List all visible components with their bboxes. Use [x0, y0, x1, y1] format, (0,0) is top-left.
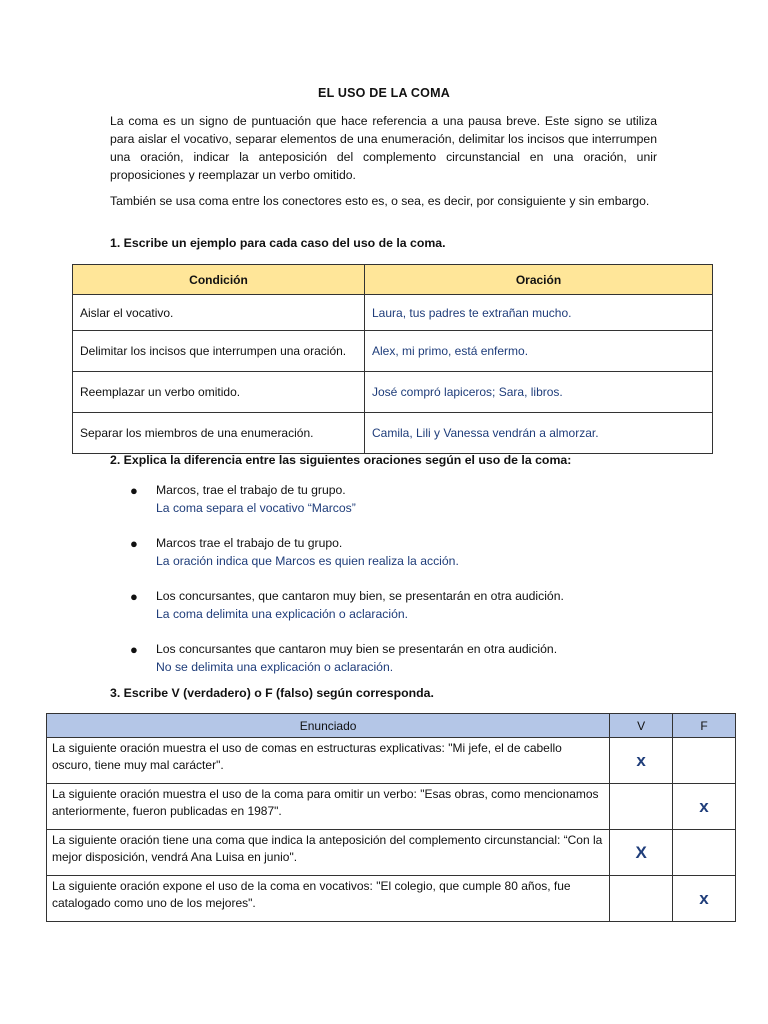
table-row	[47, 784, 736, 830]
list-item	[130, 482, 690, 535]
question-3-prompt: 3. Escribe V (verdadero) o F (falso) según corresponda.	[110, 686, 434, 700]
answer-text: No se delimita una explicación o aclaración.	[156, 659, 394, 674]
table-row	[47, 876, 736, 922]
bullet-icon: ●	[130, 536, 138, 551]
statement-cell: La siguiente oración muestra el uso de la coma para omitir un verbo: "Esas obras, como mencionamos anteriormente, fueron publicadas en 1987".	[47, 784, 610, 830]
condition-cell: Reemplazar un verbo omitido.	[73, 372, 365, 413]
intro-paragraph-2: También se usa coma entre los conectores esto es, o sea, es decir, por consiguiente y sin embargo.	[110, 194, 650, 208]
true-false-table	[46, 713, 736, 922]
statement-cell: La siguiente oración tiene una coma que indica la anteposición del complemento circunstancial: “Con la mejor disposición, vendrá Ana Luisa en junio".	[47, 830, 610, 876]
table-row	[47, 738, 736, 784]
example-cell: José compró lapiceros; Sara, libros.	[365, 372, 713, 413]
header-f: F	[673, 714, 736, 738]
example-cell: Alex, mi primo, está enfermo.	[365, 331, 713, 372]
table-row	[73, 295, 713, 331]
condition-cell: Aislar el vocativo.	[73, 295, 365, 331]
sentence-text: Marcos trae el trabajo de tu grupo.	[156, 536, 343, 550]
table-row	[73, 372, 713, 413]
sentence-text: Los concursantes que cantaron muy bien se presentarán en otra audición.	[156, 642, 558, 656]
header-v: V	[610, 714, 673, 738]
table-row	[47, 830, 736, 876]
v-mark-cell: X	[610, 830, 673, 876]
header-oracion: Oración	[365, 265, 713, 295]
f-mark-cell	[673, 738, 736, 784]
example-cell: Laura, tus padres te extrañan mucho.	[365, 295, 713, 331]
v-mark-cell	[610, 784, 673, 830]
table-header-row	[47, 714, 736, 738]
example-cell: Camila, Lili y Vanessa vendrán a almorzar.	[365, 413, 713, 454]
bullet-icon: ●	[130, 483, 138, 498]
intro-paragraph-1: La coma es un signo de puntuación que hace referencia a una pausa breve. Este signo se utiliza para aislar el vocativo, separar elementos de una enumeración, delimitar los incisos que interrumpen una oración, indicar la anteposición del complemento circunstancial en una oración, unir proposiciones y reemplazar un verbo omitido.	[110, 114, 657, 182]
bullet-icon: ●	[130, 642, 138, 657]
bullet-icon: ●	[130, 589, 138, 604]
f-mark-cell	[673, 830, 736, 876]
sentence-text: Los concursantes, que cantaron muy bien, se presentarán en otra audición.	[156, 589, 564, 603]
list-item	[130, 535, 690, 588]
statement-cell: La siguiente oración muestra el uso de comas en estructuras explicativas: "Mi jefe, el de cabello oscuro, tiene muy mal carácter".	[47, 738, 610, 784]
page-title: EL USO DE LA COMA	[318, 86, 450, 100]
v-mark-cell	[610, 876, 673, 922]
examples-table	[72, 264, 713, 454]
table-row	[73, 413, 713, 454]
f-mark-cell: x	[673, 784, 736, 830]
f-mark-cell: x	[673, 876, 736, 922]
statement-cell: La siguiente oración expone el uso de la coma en vocativos: "El colegio, que cumple 80 años, fue catalogado como uno de los mejores".	[47, 876, 610, 922]
answer-text: La coma separa el vocativo “Marcos”	[156, 500, 356, 515]
table-row	[73, 331, 713, 372]
table-header-row	[73, 265, 713, 295]
header-enunciado: Enunciado	[47, 714, 610, 738]
question-1-prompt: 1. Escribe un ejemplo para cada caso del uso de la coma.	[110, 236, 446, 250]
answer-text: La coma delimita una explicación o aclaración.	[156, 606, 409, 621]
v-mark-cell: x	[610, 738, 673, 784]
condition-cell: Separar los miembros de una enumeración.	[73, 413, 365, 454]
answer-text: La oración indica que Marcos es quien realiza la acción.	[156, 553, 459, 568]
condition-cell: Delimitar los incisos que interrumpen una oración.	[73, 331, 365, 372]
sentence-text: Marcos, trae el trabajo de tu grupo.	[156, 483, 346, 497]
list-item	[130, 588, 690, 641]
question-2-prompt: 2. Explica la diferencia entre las siguientes oraciones según el uso de la coma:	[110, 453, 572, 467]
comparison-list	[130, 482, 690, 694]
header-condicion: Condición	[73, 265, 365, 295]
